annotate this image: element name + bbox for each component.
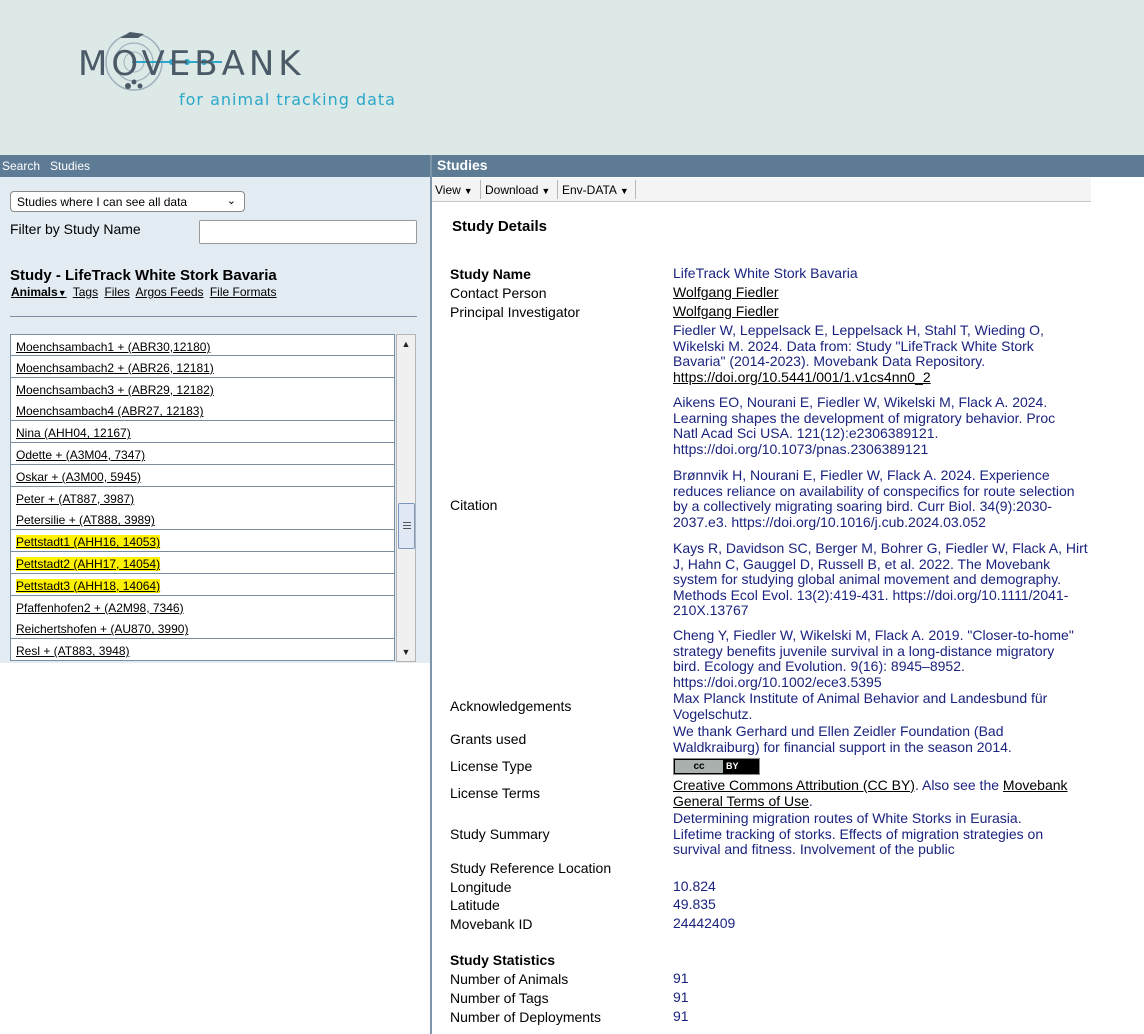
animal-link[interactable]: Nina (AHH04, 12167) xyxy=(16,426,131,441)
view-menu-button[interactable] xyxy=(435,183,473,197)
contact-person-label: Contact Person xyxy=(450,285,547,301)
study-name-filter-input[interactable] xyxy=(199,220,417,244)
nav-studies[interactable]: Studies xyxy=(50,159,91,173)
number-of-animals-value: 91 xyxy=(673,970,689,986)
section-divider xyxy=(10,316,417,317)
grants-label: Grants used xyxy=(450,731,527,747)
env-data-menu-label: Env-DATA xyxy=(562,183,617,197)
movebank-logo[interactable] xyxy=(72,26,402,116)
animal-link[interactable]: Petersilie + (AT888, 3989) xyxy=(16,513,155,528)
number-of-animals-label: Number of Animals xyxy=(450,971,569,987)
cc-icon: cc xyxy=(675,760,723,773)
number-of-tags-value: 91 xyxy=(673,989,689,1005)
animal-link[interactable]: Pettstadt1 (AHH16, 14053) xyxy=(16,535,161,550)
caret-down-icon: ▼ xyxy=(463,186,473,196)
scroll-up-arrow-icon[interactable]: ▲ xyxy=(401,339,411,349)
citation-label: Citation xyxy=(450,497,498,513)
download-menu-button[interactable] xyxy=(485,183,550,197)
cc-by-label: BY xyxy=(726,761,739,771)
reference-location-label: Study Reference Location xyxy=(450,860,612,876)
longitude-label: Longitude xyxy=(450,879,512,895)
animal-list-item[interactable] xyxy=(10,443,395,465)
latitude-label: Latitude xyxy=(450,897,500,913)
number-of-deployments-value: 91 xyxy=(673,1008,689,1024)
scroll-thumb[interactable] xyxy=(398,503,415,549)
studies-header-title: Studies xyxy=(437,157,488,173)
animal-link[interactable]: Pfaffenhofen2 + (A2M98, 7346) xyxy=(16,600,184,615)
cc-by-license-link[interactable]: Creative Commons Attribution (CC BY) xyxy=(673,777,915,793)
animals-menu-label: Animals xyxy=(11,285,58,299)
animal-list-item[interactable] xyxy=(10,356,395,378)
license-terms-period: . xyxy=(808,792,813,809)
study-links xyxy=(11,285,280,299)
animal-link[interactable]: Resl + (AT883, 3948) xyxy=(16,644,130,659)
study-filter-dropdown-value: Studies where I can see all data xyxy=(17,195,188,209)
study-filter-dropdown[interactable] xyxy=(10,191,245,212)
animal-link[interactable]: Moenchsambach3 + (ABR29, 12182) xyxy=(16,382,214,397)
grip-line xyxy=(403,522,411,523)
caret-down-icon: ▼ xyxy=(541,186,551,196)
study-name-value: LifeTrack White Stork Bavaria xyxy=(673,265,858,281)
details-toolbar xyxy=(432,178,1091,202)
animal-link[interactable]: Odette + (A3M04, 7347) xyxy=(16,448,146,462)
file-formats-link[interactable]: File Formats xyxy=(209,285,277,299)
animal-list-item[interactable] xyxy=(10,508,395,530)
study-summary-value: Determining migration routes of White Storks in Eurasia. Lifetime tracking of storks. Effects of migration strategies on survival and fitness. Involvement of the public xyxy=(673,810,1044,857)
animal-list-item[interactable] xyxy=(10,552,395,574)
toolbar-separator xyxy=(557,180,558,199)
animal-link[interactable]: Reichertshofen + (AU870, 3990) xyxy=(16,622,189,637)
animal-link[interactable]: Moenchsambach2 + (ABR26, 12181) xyxy=(16,360,214,375)
animal-list-item[interactable] xyxy=(10,399,395,421)
grip-line xyxy=(403,525,411,526)
citation-1-doi-link[interactable]: https://doi.org/10.5441/001/1.v1cs4nn0_2 xyxy=(673,368,931,385)
animal-list-item[interactable] xyxy=(10,596,395,618)
animal-list-item[interactable] xyxy=(10,465,395,487)
movebank-terms-link[interactable]: Movebank General Terms of Use xyxy=(673,777,1068,809)
acknowledgements-value: Max Planck Institute of Animal Behavior and Landesbund für Vogelschutz. xyxy=(673,690,1048,722)
files-link[interactable]: Files xyxy=(104,285,130,299)
left-panel xyxy=(0,177,430,663)
panel-divider[interactable] xyxy=(430,155,432,1034)
toolbar-separator xyxy=(635,180,636,199)
tags-link[interactable]: Tags xyxy=(72,285,99,299)
logo-wordmark: MOVEBANK xyxy=(78,44,305,84)
principal-investigator-label: Principal Investigator xyxy=(450,304,580,320)
grants-value: We thank Gerhard und Ellen Zeidler Foundation (Bad Waldkraiburg) for financial support in the season 2014. xyxy=(673,723,1012,755)
license-terms-label: License Terms xyxy=(450,785,541,801)
study-summary-label: Study Summary xyxy=(450,826,550,842)
movebank-id-value: 24442409 xyxy=(673,915,736,931)
license-type-label: License Type xyxy=(450,758,533,774)
animal-list-item[interactable] xyxy=(10,530,395,552)
animal-list-item[interactable] xyxy=(10,639,395,661)
animal-link[interactable]: Pettstadt3 (AHH18, 14064) xyxy=(16,578,161,593)
scroll-down-arrow-icon[interactable]: ▼ xyxy=(401,647,411,657)
env-data-menu-button[interactable] xyxy=(562,183,629,197)
contact-person-link[interactable]: Wolfgang Fiedler xyxy=(673,284,779,300)
number-of-tags-label: Number of Tags xyxy=(450,990,549,1006)
cc-by-license-badge[interactable] xyxy=(673,758,760,775)
animals-menu-link[interactable] xyxy=(11,285,67,299)
animal-link[interactable]: Moenchsambach1 + (ABR30,12180) xyxy=(16,340,211,354)
acknowledgements-label: Acknowledgements xyxy=(450,698,572,714)
site-header xyxy=(0,0,1144,155)
studies-header-bar xyxy=(432,155,1144,177)
citation-1-text: Fiedler W, Leppelsack E, Leppelsack H, Stahl T, Wieding O, Wikelski M. 2024. Data from: Study "LifeTrack White Stork Bavaria" (2014-2023). Movebank Data Repository. xyxy=(673,322,1044,369)
view-menu-label: View xyxy=(435,183,461,197)
citation-2: Aikens EO, Nourani E, Fiedler W, Wikelski M, Flack A. 2024. Learning shapes the development of migratory behavior. Proc Natl Acad Sci USA. 121(12):e2306389121. https://doi.org/10.1073/pnas.2306389121 xyxy=(673,394,1056,457)
argos-feeds-link[interactable]: Argos Feeds xyxy=(135,285,204,299)
animal-list-item[interactable] xyxy=(10,617,395,639)
animal-link[interactable]: Peter + (AT887, 3987) xyxy=(16,491,135,506)
citation-5: Cheng Y, Fiedler W, Wikelski M, Flack A. 2019. "Closer-to-home" strategy benefits juvenile survival in a long-distance migratory bird. Ecology and Evolution. 9(16): 8945–8952. https://doi.org/10.1002/ece3.5395 xyxy=(673,627,1074,690)
animal-link[interactable]: Oskar + (A3M00, 5945) xyxy=(16,469,142,484)
animal-list-item[interactable] xyxy=(10,487,395,509)
nav-search[interactable]: Search xyxy=(2,159,41,173)
animal-list-item[interactable] xyxy=(10,574,395,596)
animal-list-item[interactable] xyxy=(10,334,395,356)
latitude-value: 49.835 xyxy=(673,896,716,912)
principal-investigator-link[interactable]: Wolfgang Fiedler xyxy=(673,303,779,319)
study-title: Study - LifeTrack White Stork Bavaria xyxy=(10,267,277,284)
animal-link[interactable]: Moenchsambach4 (ABR27, 12183) xyxy=(16,404,204,419)
longitude-value: 10.824 xyxy=(673,878,716,894)
animal-list-scrollbar[interactable] xyxy=(396,334,416,662)
license-terms-text: . Also see the xyxy=(914,777,1003,793)
download-menu-label: Download xyxy=(485,183,539,197)
animal-list-item[interactable] xyxy=(10,378,395,400)
animal-list-item[interactable] xyxy=(10,421,395,443)
license-terms-value xyxy=(673,778,1093,809)
animal-link[interactable]: Pettstadt2 (AHH17, 14054) xyxy=(16,557,161,571)
movebank-id-label: Movebank ID xyxy=(450,916,533,932)
animal-list-container xyxy=(10,334,417,663)
caret-down-icon: ▼ xyxy=(57,288,67,298)
study-name-label: Study Name xyxy=(450,266,531,282)
study-details-heading: Study Details xyxy=(452,218,548,235)
filter-label: Filter by Study Name xyxy=(10,221,141,237)
citation-4: Kays R, Davidson SC, Berger M, Bohrer G, Fiedler W, Flack A, Hirt J, Hahn C, Gauggel D, Russell B, et al. 2022. The Movebank system for studying global animal movement and demography. Methods Ecol Evol. 13(2):419-431. https://doi.org/10.1111/2041-210X.13767 xyxy=(673,540,1088,618)
number-of-deployments-label: Number of Deployments xyxy=(450,1009,601,1025)
chevron-down-icon: ⌄ xyxy=(226,195,236,207)
left-nav-bar xyxy=(0,155,430,177)
citation-1 xyxy=(673,323,1063,385)
logo-tagline: for animal tracking data xyxy=(179,90,396,109)
study-statistics-heading: Study Statistics xyxy=(450,952,556,968)
citation-3: Brønnvik H, Nourani E, Fiedler W, Flack A. 2024. Experience reduces reliance on availability of conspecifics for route selection by a collectively migrating soaring bird. Curr Biol. 34(9):2030-2037.e3. https://doi.org/10.1016/j.cub.2024.03.052 xyxy=(673,467,1075,530)
toolbar-separator xyxy=(480,180,481,199)
grip-line xyxy=(403,528,411,529)
caret-down-icon: ▼ xyxy=(619,186,629,196)
